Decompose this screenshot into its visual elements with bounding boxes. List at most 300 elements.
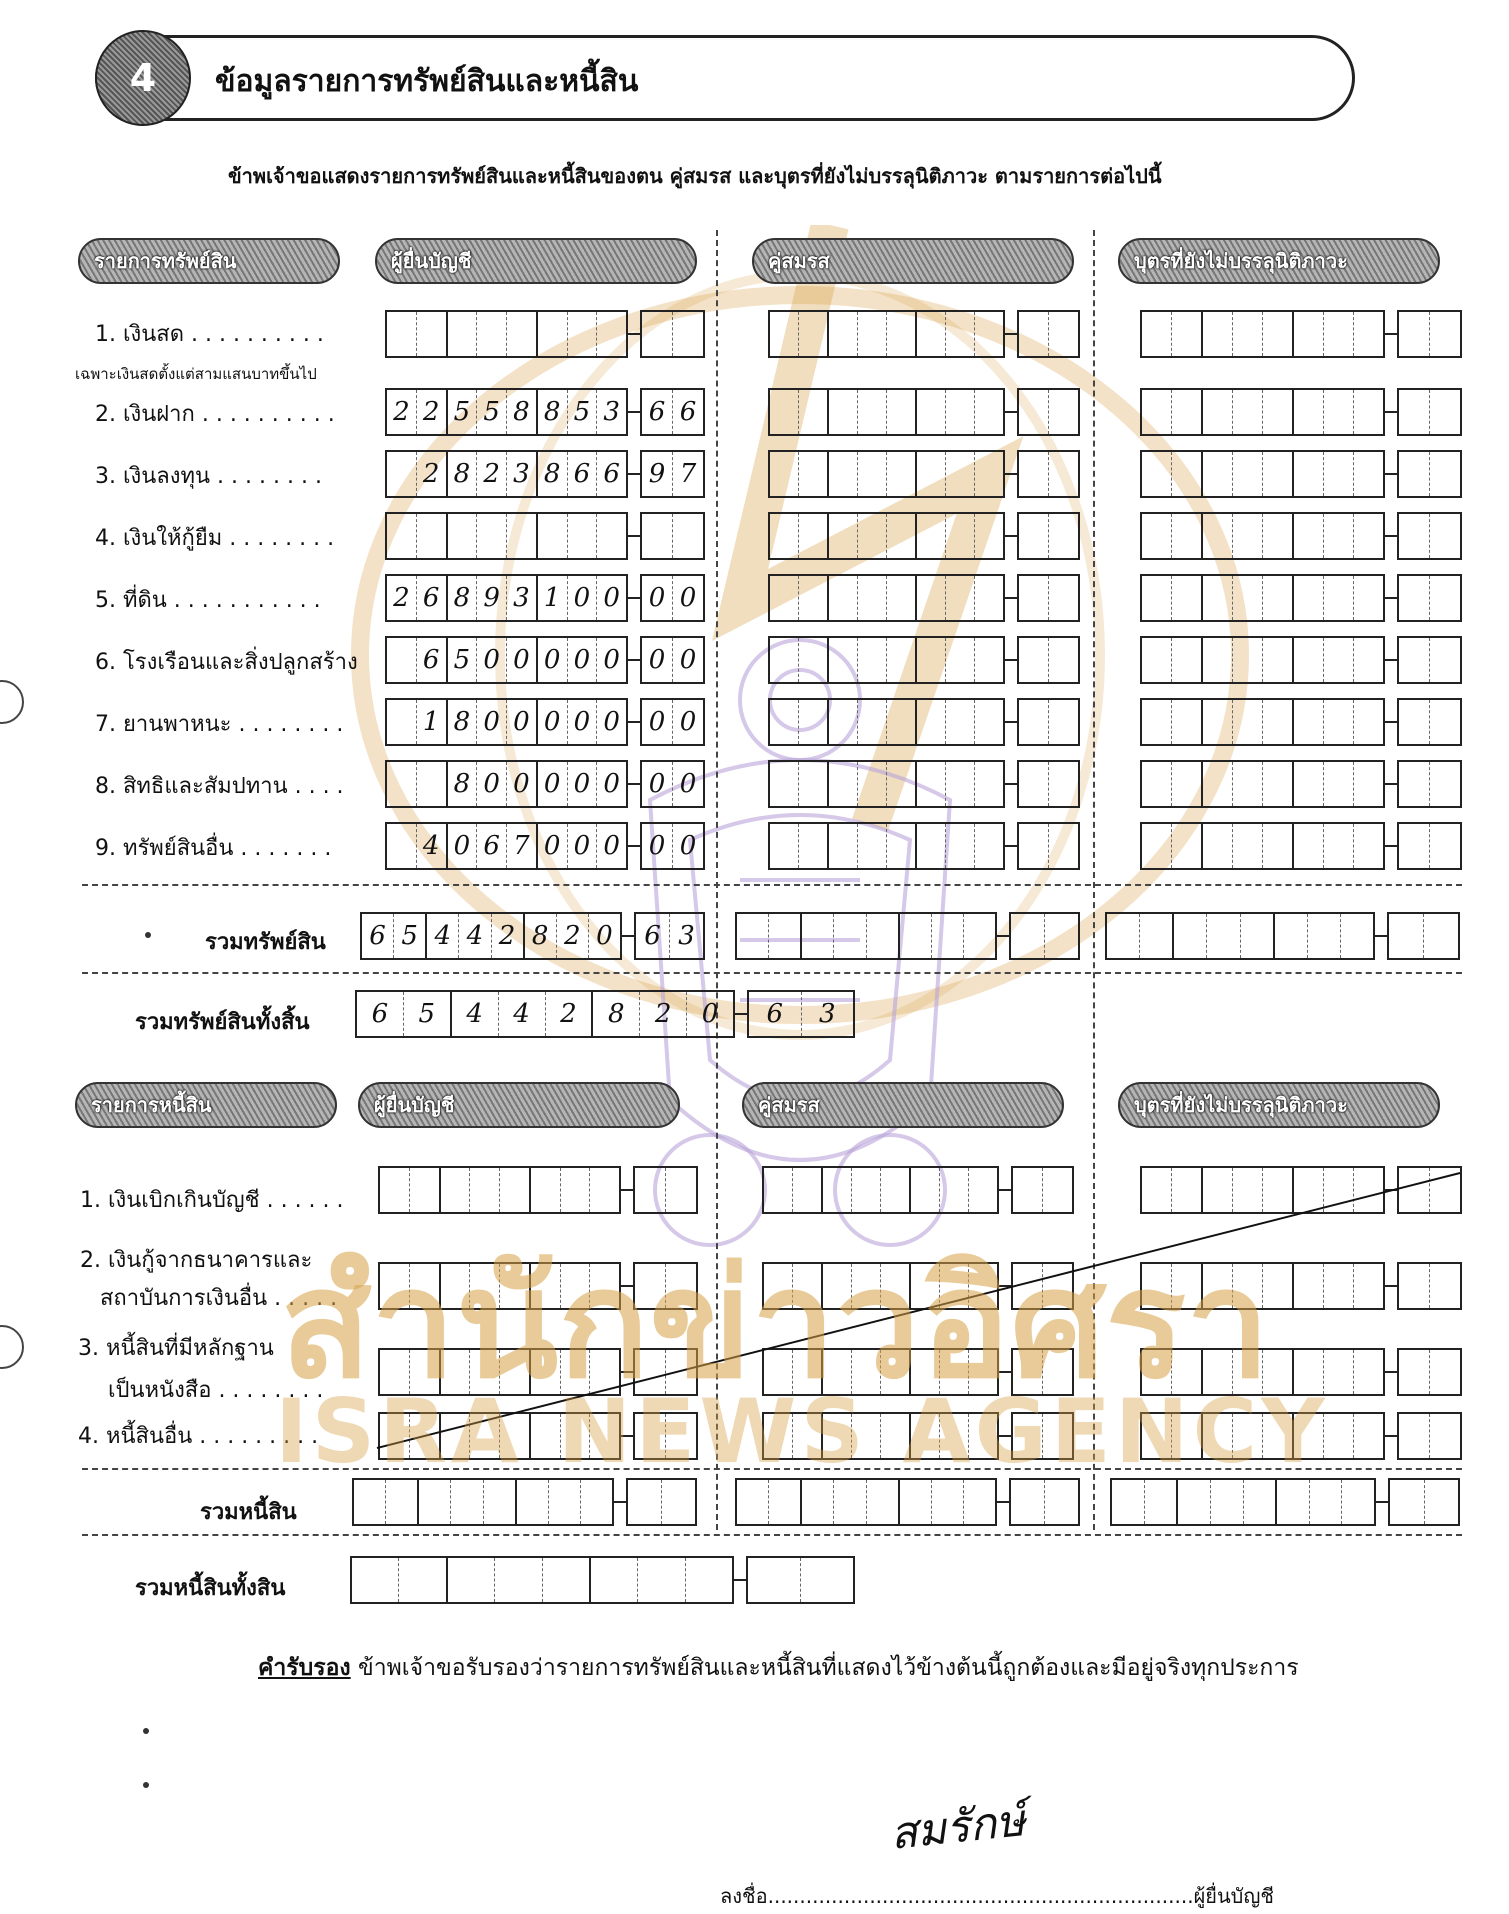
digit-cell: 0 [603, 645, 620, 675]
digit-cell [1049, 638, 1078, 682]
digit-cell [932, 914, 964, 958]
decimal-dash [1385, 597, 1397, 599]
asset-children-box-7-satang[interactable] [1397, 698, 1462, 746]
digit-cell [917, 390, 946, 434]
digit-cell: 3 [818, 999, 836, 1029]
digit-cell [964, 1480, 995, 1524]
digit-cell: 0 [642, 824, 673, 868]
asset-children-box-6-baht[interactable] [1140, 636, 1385, 684]
digit-cell [538, 312, 568, 356]
digit-cell [799, 700, 829, 744]
liability-subtotal-spouse-box-baht[interactable] [735, 1478, 997, 1526]
digit-cell [1011, 914, 1045, 958]
asset-filer-box-9[interactable] [385, 822, 705, 870]
assets-children-column-pill: บุตรที่ยังไม่บรรลุนิติภาวะ [1118, 238, 1440, 284]
digit-cell [495, 1558, 542, 1602]
digit-cell [1172, 514, 1203, 558]
digit-cell [399, 1558, 447, 1602]
asset-filer-box-9-satang[interactable] [640, 822, 705, 870]
digit-cell [1390, 1480, 1425, 1524]
asset-children-box-5-baht[interactable] [1140, 574, 1385, 622]
decimal-dash [1385, 333, 1397, 335]
digit-cell [417, 312, 448, 356]
decimal-dash [628, 535, 640, 537]
digit-cell [770, 390, 799, 434]
digit-cell [1263, 762, 1294, 806]
asset-spouse-box-7-satang[interactable] [1017, 698, 1080, 746]
digit-cell [770, 700, 799, 744]
digit-cell: 0 [679, 583, 697, 613]
asset-children-box-7-baht[interactable] [1140, 698, 1385, 746]
digit-cell [1203, 700, 1233, 744]
asset-subtotal-children-box[interactable] [1105, 912, 1460, 960]
signature-line [720, 1880, 1274, 1912]
digit-cell [858, 390, 887, 434]
digit-cell [1294, 576, 1324, 620]
digit-cell: 0 [642, 576, 673, 620]
asset-spouse-box-9-satang[interactable] [1017, 822, 1080, 870]
asset-filer-box-1-satang[interactable] [640, 310, 705, 358]
liability-row-label-2b: สถาบันการเงินอื่น . . . . . [100, 1286, 338, 1311]
digit-cell: 0 [603, 769, 620, 799]
digit-cell [1263, 700, 1294, 744]
digit-cell: 4 [452, 992, 499, 1036]
digit-cell: 0 [538, 762, 568, 806]
asset-filer-box-8-baht[interactable] [385, 760, 628, 808]
asset-children-box-9-satang[interactable] [1397, 822, 1462, 870]
digit-cell [975, 312, 1003, 356]
digit-cell [581, 1480, 612, 1524]
asset-filer-box-8[interactable] [385, 760, 705, 808]
digit-cell [887, 824, 917, 868]
digit-cell [1203, 312, 1233, 356]
asset-children-box-5[interactable] [1140, 574, 1462, 622]
digit-cell [1233, 514, 1263, 558]
digit-cell [1399, 638, 1430, 682]
asset-filer-box-2-baht[interactable] [385, 388, 628, 436]
digit-cell [858, 700, 887, 744]
asset-children-box-2[interactable] [1140, 388, 1462, 436]
digit-cell [1172, 762, 1203, 806]
decimal-dash [1005, 333, 1017, 335]
digit-cell: 0 [477, 638, 507, 682]
digit-cell: 5 [477, 390, 507, 434]
liability-grand-total-box-satang[interactable] [746, 1556, 855, 1604]
digit-cell: 0 [642, 700, 673, 744]
digit-cell [387, 824, 417, 868]
asset-filer-box-3[interactable] [385, 450, 705, 498]
liability-grand-total-box[interactable] [350, 1556, 855, 1604]
asset-children-box-8-satang[interactable] [1397, 760, 1462, 808]
digit-cell [417, 514, 448, 558]
asset-spouse-box-3[interactable] [768, 450, 1080, 498]
digit-cell [1172, 638, 1203, 682]
decimal-dash [622, 935, 634, 937]
digit-cell [887, 638, 917, 682]
asset-grand-total-box-satang[interactable] [747, 990, 855, 1038]
digit-cell [917, 762, 946, 806]
digit-cell [352, 1558, 399, 1602]
digit-cell [1203, 762, 1233, 806]
asset-spouse-box-1[interactable] [768, 310, 1080, 358]
digit-cell [829, 762, 858, 806]
digit-cell [642, 312, 673, 356]
liability-grand-divider [82, 1534, 1462, 1536]
asset-children-box-7[interactable] [1140, 698, 1462, 746]
asset-spouse-box-2[interactable] [768, 388, 1080, 436]
asset-children-box-1-satang[interactable] [1397, 310, 1462, 358]
liability-subtotal-spouse-box-satang[interactable] [1009, 1478, 1080, 1526]
digit-cell [1233, 576, 1263, 620]
digit-cell [1341, 914, 1373, 958]
digit-cell [1354, 312, 1383, 356]
asset-filer-box-6-baht[interactable] [385, 636, 628, 684]
asset-children-box-4[interactable] [1140, 512, 1462, 560]
liability-row-label-4: 4. หนี้สินอื่น . . . . . . . . . [78, 1424, 319, 1449]
asset-spouse-box-6-satang[interactable] [1017, 636, 1080, 684]
digit-cell [1142, 762, 1172, 806]
digit-cell: 2 [546, 992, 594, 1036]
decimal-dash [997, 1501, 1009, 1503]
asset-filer-box-4-satang[interactable] [640, 512, 705, 560]
digit-cell [1263, 824, 1294, 868]
asset-filer-box-6-satang[interactable] [640, 636, 705, 684]
liability-subtotal-filer-box-baht[interactable] [352, 1478, 614, 1526]
binder-hole-1 [0, 680, 24, 724]
digit-cell [642, 514, 673, 558]
digit-cell: 4 [417, 824, 448, 868]
asset-filer-box-7[interactable] [385, 698, 705, 746]
liability-grand-total-box-baht[interactable] [350, 1556, 734, 1604]
asset-grand-total-box-baht[interactable] [355, 990, 735, 1038]
asset-filer-box-4[interactable] [385, 512, 705, 560]
decimal-dash [734, 1579, 746, 1581]
decimal-dash [1005, 473, 1017, 475]
digit-cell [1399, 514, 1430, 558]
asset-spouse-box-9[interactable] [768, 822, 1080, 870]
digit-cell [1145, 1480, 1179, 1524]
liability-subtotal-filer-box[interactable] [352, 1478, 697, 1526]
asset-spouse-box-5-baht[interactable] [768, 574, 1005, 622]
digit-cell [1354, 514, 1383, 558]
asset-spouse-box-1-baht[interactable] [768, 310, 1005, 358]
asset-children-box-2-baht[interactable] [1140, 388, 1385, 436]
asset-spouse-box-6[interactable] [768, 636, 1080, 684]
digit-cell: 7 [507, 824, 538, 868]
digit-cell [517, 1480, 549, 1524]
digit-cell: 6 [417, 576, 448, 620]
asset-filer-box-5[interactable] [385, 574, 705, 622]
digit-cell [1324, 452, 1354, 496]
asset-spouse-box-4[interactable] [768, 512, 1080, 560]
asset-subtotal-spouse-box-satang[interactable] [1009, 912, 1080, 960]
digit-cell [1354, 824, 1383, 868]
asset-spouse-box-3-satang[interactable] [1017, 450, 1080, 498]
liability-row-label-3b: เป็นหนังสือ . . . . . . . . [108, 1378, 324, 1403]
digit-cell [1172, 576, 1203, 620]
digit-cell: 5 [448, 638, 478, 682]
digit-cell: 8 [538, 390, 568, 434]
digit-cell [1294, 514, 1324, 558]
digit-cell [1430, 390, 1460, 434]
digit-cell [1045, 1480, 1078, 1524]
digit-cell [1324, 390, 1354, 434]
digit-cell [900, 1480, 932, 1524]
asset-spouse-box-4-satang[interactable] [1017, 512, 1080, 560]
digit-cell [801, 1558, 853, 1602]
digit-cell [1294, 762, 1324, 806]
asset-spouse-box-5-satang[interactable] [1017, 574, 1080, 622]
digit-cell [1354, 576, 1383, 620]
asset-filer-box-5-satang[interactable] [640, 574, 705, 622]
digit-cell [417, 762, 448, 806]
asset-filer-box-2-satang[interactable] [640, 388, 705, 436]
digit-cell: 6 [477, 824, 507, 868]
asset-children-box-5-satang[interactable] [1397, 574, 1462, 622]
asset-row-label-8: 8. สิทธิและสัมปทาน . . . . [95, 774, 344, 799]
decimal-dash [1005, 783, 1017, 785]
decimal-dash [1385, 535, 1397, 537]
digit-cell: 4 [427, 914, 459, 958]
asset-spouse-box-5[interactable] [768, 574, 1080, 622]
digit-cell [829, 824, 858, 868]
asset-subtotal-filer-box-satang[interactable] [634, 912, 705, 960]
asset-children-box-6-satang[interactable] [1397, 636, 1462, 684]
digit-cell: 0 [642, 762, 673, 806]
digit-cell [1294, 824, 1324, 868]
assets-section-pill: รายการทรัพย์สิน [78, 238, 340, 284]
digit-cell [628, 1480, 662, 1524]
asset-spouse-box-2-baht[interactable] [768, 388, 1005, 436]
asset-filer-box-1-baht[interactable] [385, 310, 628, 358]
digit-cell: 0 [477, 762, 507, 806]
digit-cell [917, 824, 946, 868]
asset-spouse-box-6-baht[interactable] [768, 636, 1005, 684]
asset-filer-box-3-satang[interactable] [640, 450, 705, 498]
digit-cell: 0 [568, 638, 598, 682]
asset-filer-box-7-satang[interactable] [640, 698, 705, 746]
digit-cell [1244, 1480, 1278, 1524]
digit-cell [1324, 700, 1354, 744]
digit-cell: 6 [679, 397, 697, 427]
digit-cell: 0 [642, 638, 673, 682]
digit-cell: 0 [538, 638, 568, 682]
decimal-dash [1375, 935, 1387, 937]
asset-subtotal-filer-box-baht[interactable] [360, 912, 622, 960]
digit-cell [662, 1480, 695, 1524]
asset-children-box-3-satang[interactable] [1397, 450, 1462, 498]
asset-children-box-4-satang[interactable] [1397, 512, 1462, 560]
digit-cell: 2 [417, 390, 448, 434]
digit-cell [829, 700, 858, 744]
digit-cell [1142, 514, 1172, 558]
asset-children-box-4-baht[interactable] [1140, 512, 1385, 560]
asset-row-label-9: 9. ทรัพย์สินอื่น . . . . . . . [95, 836, 332, 861]
asset-children-box-8[interactable] [1140, 760, 1462, 808]
asset-subtotal-spouse-box-baht[interactable] [735, 912, 997, 960]
asset-filer-box-3-baht[interactable] [385, 450, 628, 498]
asset-children-box-9-baht[interactable] [1140, 822, 1385, 870]
decimal-dash [1005, 411, 1017, 413]
digit-cell [1424, 914, 1458, 958]
digit-cell [1294, 700, 1324, 744]
digit-cell [1233, 452, 1263, 496]
sign-label: ลงชื่อ [720, 1884, 768, 1908]
digit-cell [1049, 824, 1078, 868]
digit-cell [1294, 390, 1324, 434]
digit-cell [549, 1480, 581, 1524]
digit-cell: 6 [568, 452, 598, 496]
digit-cell [1140, 914, 1174, 958]
digit-cell [1049, 452, 1078, 496]
liability-subtotal-children-box-satang[interactable] [1388, 1478, 1460, 1526]
digit-cell [867, 914, 900, 958]
digit-cell: 8 [448, 576, 478, 620]
asset-spouse-box-7[interactable] [768, 698, 1080, 746]
asset-spouse-box-8[interactable] [768, 760, 1080, 808]
liability-row-label-1: 1. เงินเบิกเกินบัญชี . . . . . . [80, 1188, 344, 1213]
digit-cell [917, 638, 946, 682]
digit-cell [1049, 390, 1078, 434]
digit-cell [543, 1558, 591, 1602]
digit-cell [829, 312, 858, 356]
asset-children-box-9[interactable] [1140, 822, 1462, 870]
digit-cell: 3 [507, 576, 538, 620]
decimal-dash [628, 845, 640, 847]
asset-children-box-8-baht[interactable] [1140, 760, 1385, 808]
digit-cell [1324, 576, 1354, 620]
digit-cell [829, 576, 858, 620]
digit-cell [748, 1558, 801, 1602]
asset-filer-box-9-baht[interactable] [385, 822, 628, 870]
asset-filer-box-7-baht[interactable] [385, 698, 628, 746]
digit-cell [802, 914, 834, 958]
digit-cell [1203, 824, 1233, 868]
decimal-dash [1385, 411, 1397, 413]
digit-cell [1430, 638, 1460, 682]
digit-cell [477, 312, 507, 356]
digit-cell [770, 576, 799, 620]
digit-cell [1211, 1480, 1244, 1524]
digit-cell [1294, 312, 1324, 356]
digit-cell [799, 514, 829, 558]
asset-filer-box-1[interactable] [385, 310, 705, 358]
asset-spouse-box-8-baht[interactable] [768, 760, 1005, 808]
asset-children-box-3-baht[interactable] [1140, 450, 1385, 498]
asset-children-box-1-baht[interactable] [1140, 310, 1385, 358]
asset-spouse-box-7-baht[interactable] [768, 698, 1005, 746]
digit-cell [1142, 638, 1172, 682]
digit-cell [769, 1480, 802, 1524]
liability-subtotal-children-box[interactable] [1110, 1478, 1460, 1526]
digit-cell [1277, 1480, 1310, 1524]
digit-cell: 6 [417, 638, 448, 682]
digit-cell [1019, 762, 1049, 806]
digit-cell: 0 [507, 700, 538, 744]
digit-cell [484, 1480, 517, 1524]
digit-cell [858, 638, 887, 682]
liability-subtotal-filer-box-satang[interactable] [626, 1478, 697, 1526]
asset-subtotal-filer-box[interactable] [360, 912, 705, 960]
digit-cell [770, 824, 799, 868]
digit-cell [1049, 576, 1078, 620]
digit-cell: 1 [538, 576, 568, 620]
decimal-dash [1385, 721, 1397, 723]
digit-cell [975, 576, 1003, 620]
asset-children-box-2-satang[interactable] [1397, 388, 1462, 436]
liability-subtotal-children-box-baht[interactable] [1110, 1478, 1376, 1526]
digit-cell [1019, 824, 1049, 868]
asset-children-box-3[interactable] [1140, 450, 1462, 498]
digit-cell [387, 700, 417, 744]
decimal-dash [628, 721, 640, 723]
asset-grand-total-box[interactable] [355, 990, 855, 1038]
asset-spouse-box-1-satang[interactable] [1017, 310, 1080, 358]
asset-spouse-box-4-baht[interactable] [768, 512, 1005, 560]
decimal-dash [1385, 783, 1397, 785]
asset-filer-box-5-baht[interactable] [385, 574, 628, 622]
digit-cell: 4 [459, 914, 491, 958]
digit-cell [1107, 914, 1140, 958]
asset-spouse-box-2-satang[interactable] [1017, 388, 1080, 436]
liability-subtotal-spouse-box[interactable] [735, 1478, 1080, 1526]
digit-cell [1399, 576, 1430, 620]
digit-cell [1011, 1480, 1045, 1524]
digit-cell [946, 576, 975, 620]
asset-subtotal-children-box-satang[interactable] [1387, 912, 1460, 960]
digit-cell [1233, 762, 1263, 806]
asset-spouse-box-8-satang[interactable] [1017, 760, 1080, 808]
asset-children-box-1[interactable] [1140, 310, 1462, 358]
digit-cell [1342, 1480, 1374, 1524]
digit-cell [1308, 914, 1341, 958]
asset-spouse-box-9-baht[interactable] [768, 822, 1005, 870]
digit-cell: 0 [679, 831, 697, 861]
asset-filer-box-6[interactable] [385, 636, 705, 684]
digit-cell [770, 312, 799, 356]
asset-spouse-box-3-baht[interactable] [768, 450, 1005, 498]
digit-cell: 0 [568, 762, 598, 806]
digit-cell [834, 914, 866, 958]
digit-cell: 5 [404, 992, 452, 1036]
decimal-dash [1376, 1501, 1388, 1503]
digit-cell [1233, 312, 1263, 356]
digit-cell [946, 514, 975, 558]
digit-cell [686, 1558, 732, 1602]
digit-cell [1172, 390, 1203, 434]
digit-cell [858, 514, 887, 558]
digit-cell [975, 824, 1003, 868]
asset-filer-box-2[interactable] [385, 388, 705, 436]
asset-row-label-3: 3. เงินลงทุน . . . . . . . . [95, 464, 322, 489]
asset-row-label-4: 4. เงินให้กู้ยืม . . . . . . . . [95, 526, 335, 551]
digit-cell [799, 390, 829, 434]
digit-cell: 7 [679, 459, 697, 489]
digit-cell [1263, 312, 1294, 356]
digit-cell: 2 [492, 914, 525, 958]
digit-cell [1019, 576, 1049, 620]
digit-cell [887, 762, 917, 806]
asset-subtotal-label: รวมทรัพย์สิน [205, 930, 326, 955]
asset-subtotal-children-box-baht[interactable] [1105, 912, 1375, 960]
asset-filer-box-4-baht[interactable] [385, 512, 628, 560]
asset-filer-box-8-satang[interactable] [640, 760, 705, 808]
digit-cell [673, 514, 703, 558]
digit-cell: 0 [679, 707, 697, 737]
digit-cell [1142, 452, 1172, 496]
asset-subtotal-spouse-box[interactable] [735, 912, 1080, 960]
asset-children-box-6[interactable] [1140, 636, 1462, 684]
